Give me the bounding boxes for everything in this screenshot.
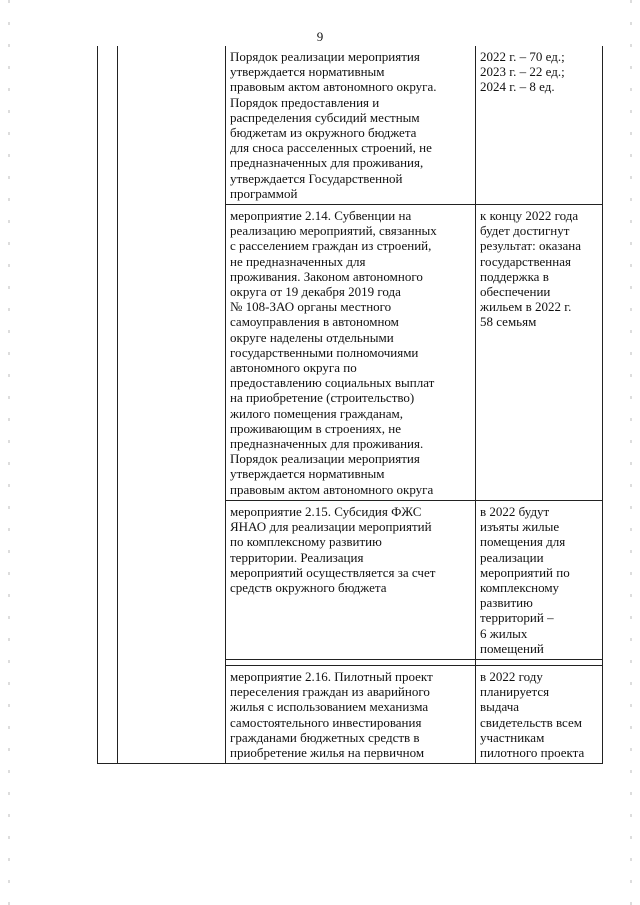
page-number: 9 bbox=[316, 29, 324, 44]
empty-cell-col2 bbox=[118, 500, 226, 659]
empty-cell-col1 bbox=[98, 205, 118, 501]
expected-result-cell: в 2022 году планируется выдача свидетельств всем участникам пилотного проекта bbox=[476, 665, 603, 763]
empty-cell-col2 bbox=[118, 205, 226, 501]
measure-description-cell: мероприятие 2.16. Пилотный проект переселения граждан из аварийного жилья с использованием механизма самостоятельного инвестирования гражданами бюджетных средств в приобретение жилья на первичном bbox=[226, 665, 476, 763]
empty-cell-col1 bbox=[98, 500, 118, 659]
table-row bbox=[98, 500, 603, 659]
empty-cell-col2 bbox=[118, 46, 226, 205]
empty-cell-col1 bbox=[98, 46, 118, 205]
expected-result-cell: в 2022 будут изъяты жилые помещения для реализации мероприятий по комплексному развитию территорий – 6 жилых помещений bbox=[476, 500, 603, 659]
scan-edge-left bbox=[8, 0, 10, 905]
table-row bbox=[98, 205, 603, 501]
empty-cell-col2 bbox=[118, 665, 226, 763]
empty-cell-col1 bbox=[98, 665, 118, 763]
expected-result-cell: к концу 2022 года будет достигнут результат: оказана государственная поддержка в обеспечении жильем в 2022 г. 58 семьям bbox=[476, 205, 603, 501]
measure-description-cell: мероприятие 2.14. Субвенции на реализацию мероприятий, связанных с расселением граждан из строений, не предназначенных для проживания. Законом автономного округа от 19 декабря 2019 года № 108-ЗАО органы местного самоуправления в автономном округе наделены отдельными государственными полномочиями автономного округа по предоставлению социальных выплат на приобретение (строительство) жилого помещения гражданам, проживающим в строениях, не предназначенных для проживания. Порядок реализации мероприятия утверждается нормативным правовым актом автономного округа bbox=[226, 205, 476, 501]
measures-table bbox=[97, 46, 603, 764]
scan-edge-right bbox=[630, 0, 632, 905]
table-row bbox=[98, 665, 603, 763]
table-row bbox=[98, 46, 603, 205]
expected-result-cell: 2022 г. – 70 ед.; 2023 г. – 22 ед.; 2024 г. – 8 ед. bbox=[476, 46, 603, 205]
measure-description-cell: мероприятие 2.15. Субсидия ФЖС ЯНАО для реализации мероприятий по комплексному развитию территории. Реализация мероприятий осуществляется за счет средств окружного бюджета bbox=[226, 500, 476, 659]
measure-description-cell: Порядок реализации мероприятия утверждается нормативным правовым актом автономного округа. Порядок предоставления и распределения субсидий местным бюджетам из окружного бюджета для сноса расселенных строений, не предназначенных для проживания, утверждается Государственной программой bbox=[226, 46, 476, 205]
